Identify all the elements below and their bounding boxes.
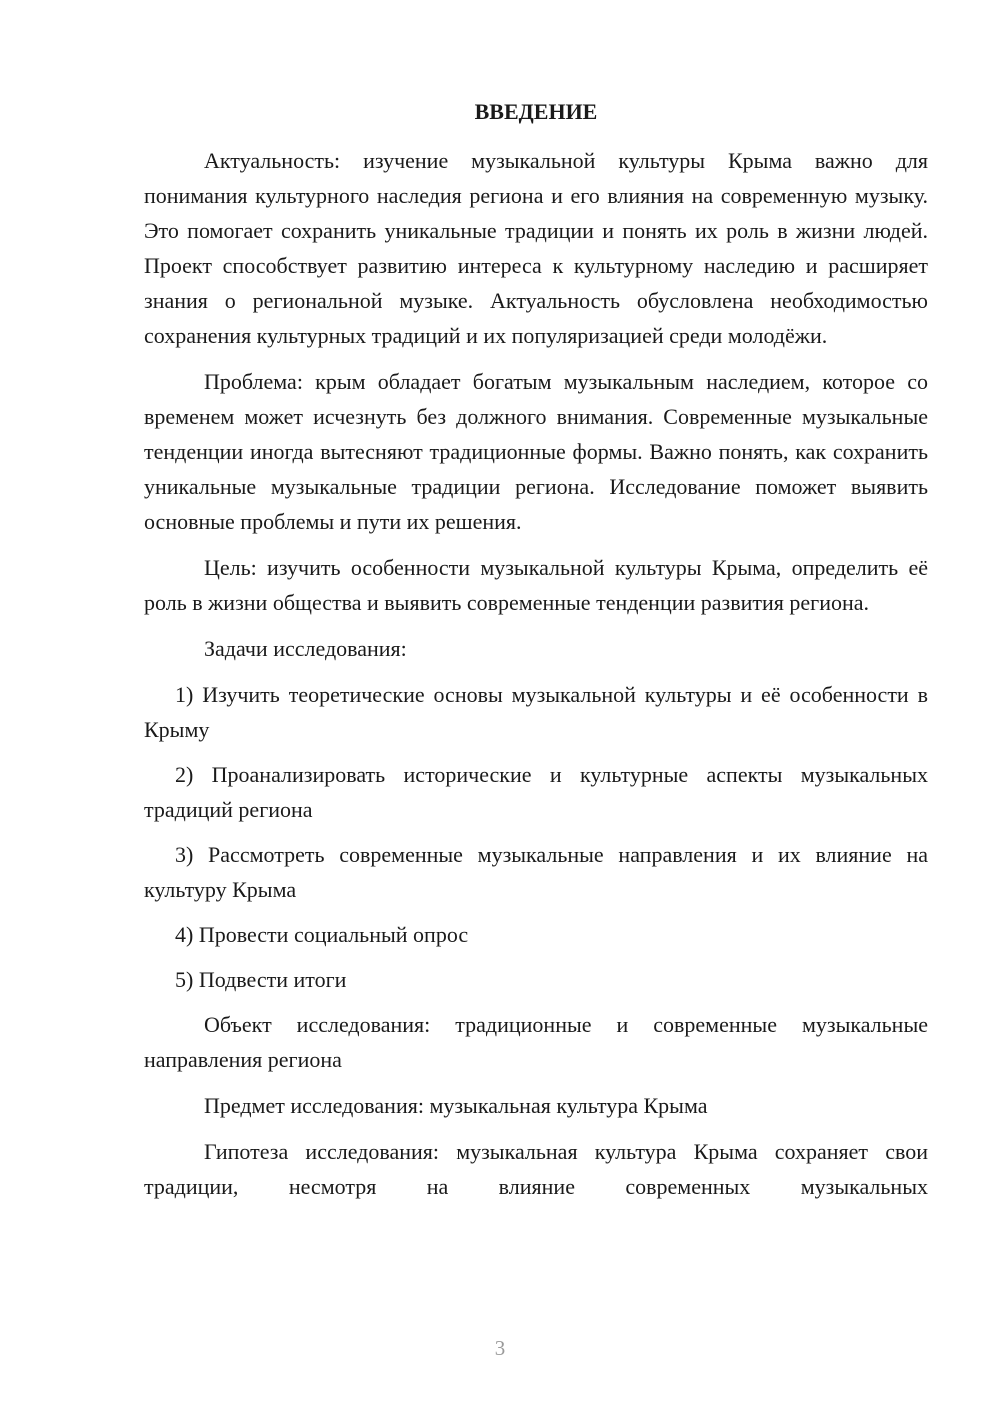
- page-content: [144, 94, 928, 1215]
- section-heading: ВВЕДЕНИЕ: [474, 99, 598, 124]
- subject-paragraph: Предмет исследования: музыкальная культура Крыма: [204, 1093, 708, 1118]
- task-item: 5) Подвести итоги: [175, 967, 347, 992]
- relevance-paragraph: Актуальность: изучение музыкальной культуры Крыма важно для понимания культурного наследия региона и его влияния на современную музыку. Это помогает сохранить уникальные традиции и понять их роль в жизни людей. Проект способствует развитию интереса к культурному наследию и расширяет знания о региональной музыке. Актуальность обусловлена необходимостью сохранения культурных традиций и их популяризацией среди молодёжи.: [144, 148, 928, 348]
- page-number: 3: [494, 1336, 506, 1360]
- problem-paragraph: Проблема: крым обладает богатым музыкальным наследием, которое со временем может исчезнуть без должного внимания. Современные музыкальные тенденции иногда вытесняют традиционные формы. Важно понять, как сохранить уникальные музыкальные традиции региона. Исследование поможет выявить основные проблемы и пути их решения.: [144, 369, 928, 534]
- task-item: 3) Рассмотреть современные музыкальные направления и их влияние на культуру Крыма: [144, 842, 928, 902]
- tasks-heading: Задачи исследования:: [204, 636, 407, 661]
- task-item: 4) Провести социальный опрос: [175, 922, 469, 947]
- hypothesis-paragraph: Гипотеза исследования: музыкальная культура Крыма сохраняет свои традиции, несмотря на влияние современных музыкальных: [144, 1139, 928, 1199]
- task-item: 1) Изучить теоретические основы музыкальной культуры и её особенности в Крыму: [144, 682, 928, 742]
- object-paragraph: Объект исследования: традиционные и современные музыкальные направления региона: [144, 1012, 928, 1072]
- goal-paragraph: Цель: изучить особенности музыкальной культуры Крыма, определить её роль в жизни общества и выявить современные тенденции развития региона.: [144, 555, 928, 615]
- task-item: 2) Проанализировать исторические и культурные аспекты музыкальных традиций региона: [144, 762, 928, 822]
